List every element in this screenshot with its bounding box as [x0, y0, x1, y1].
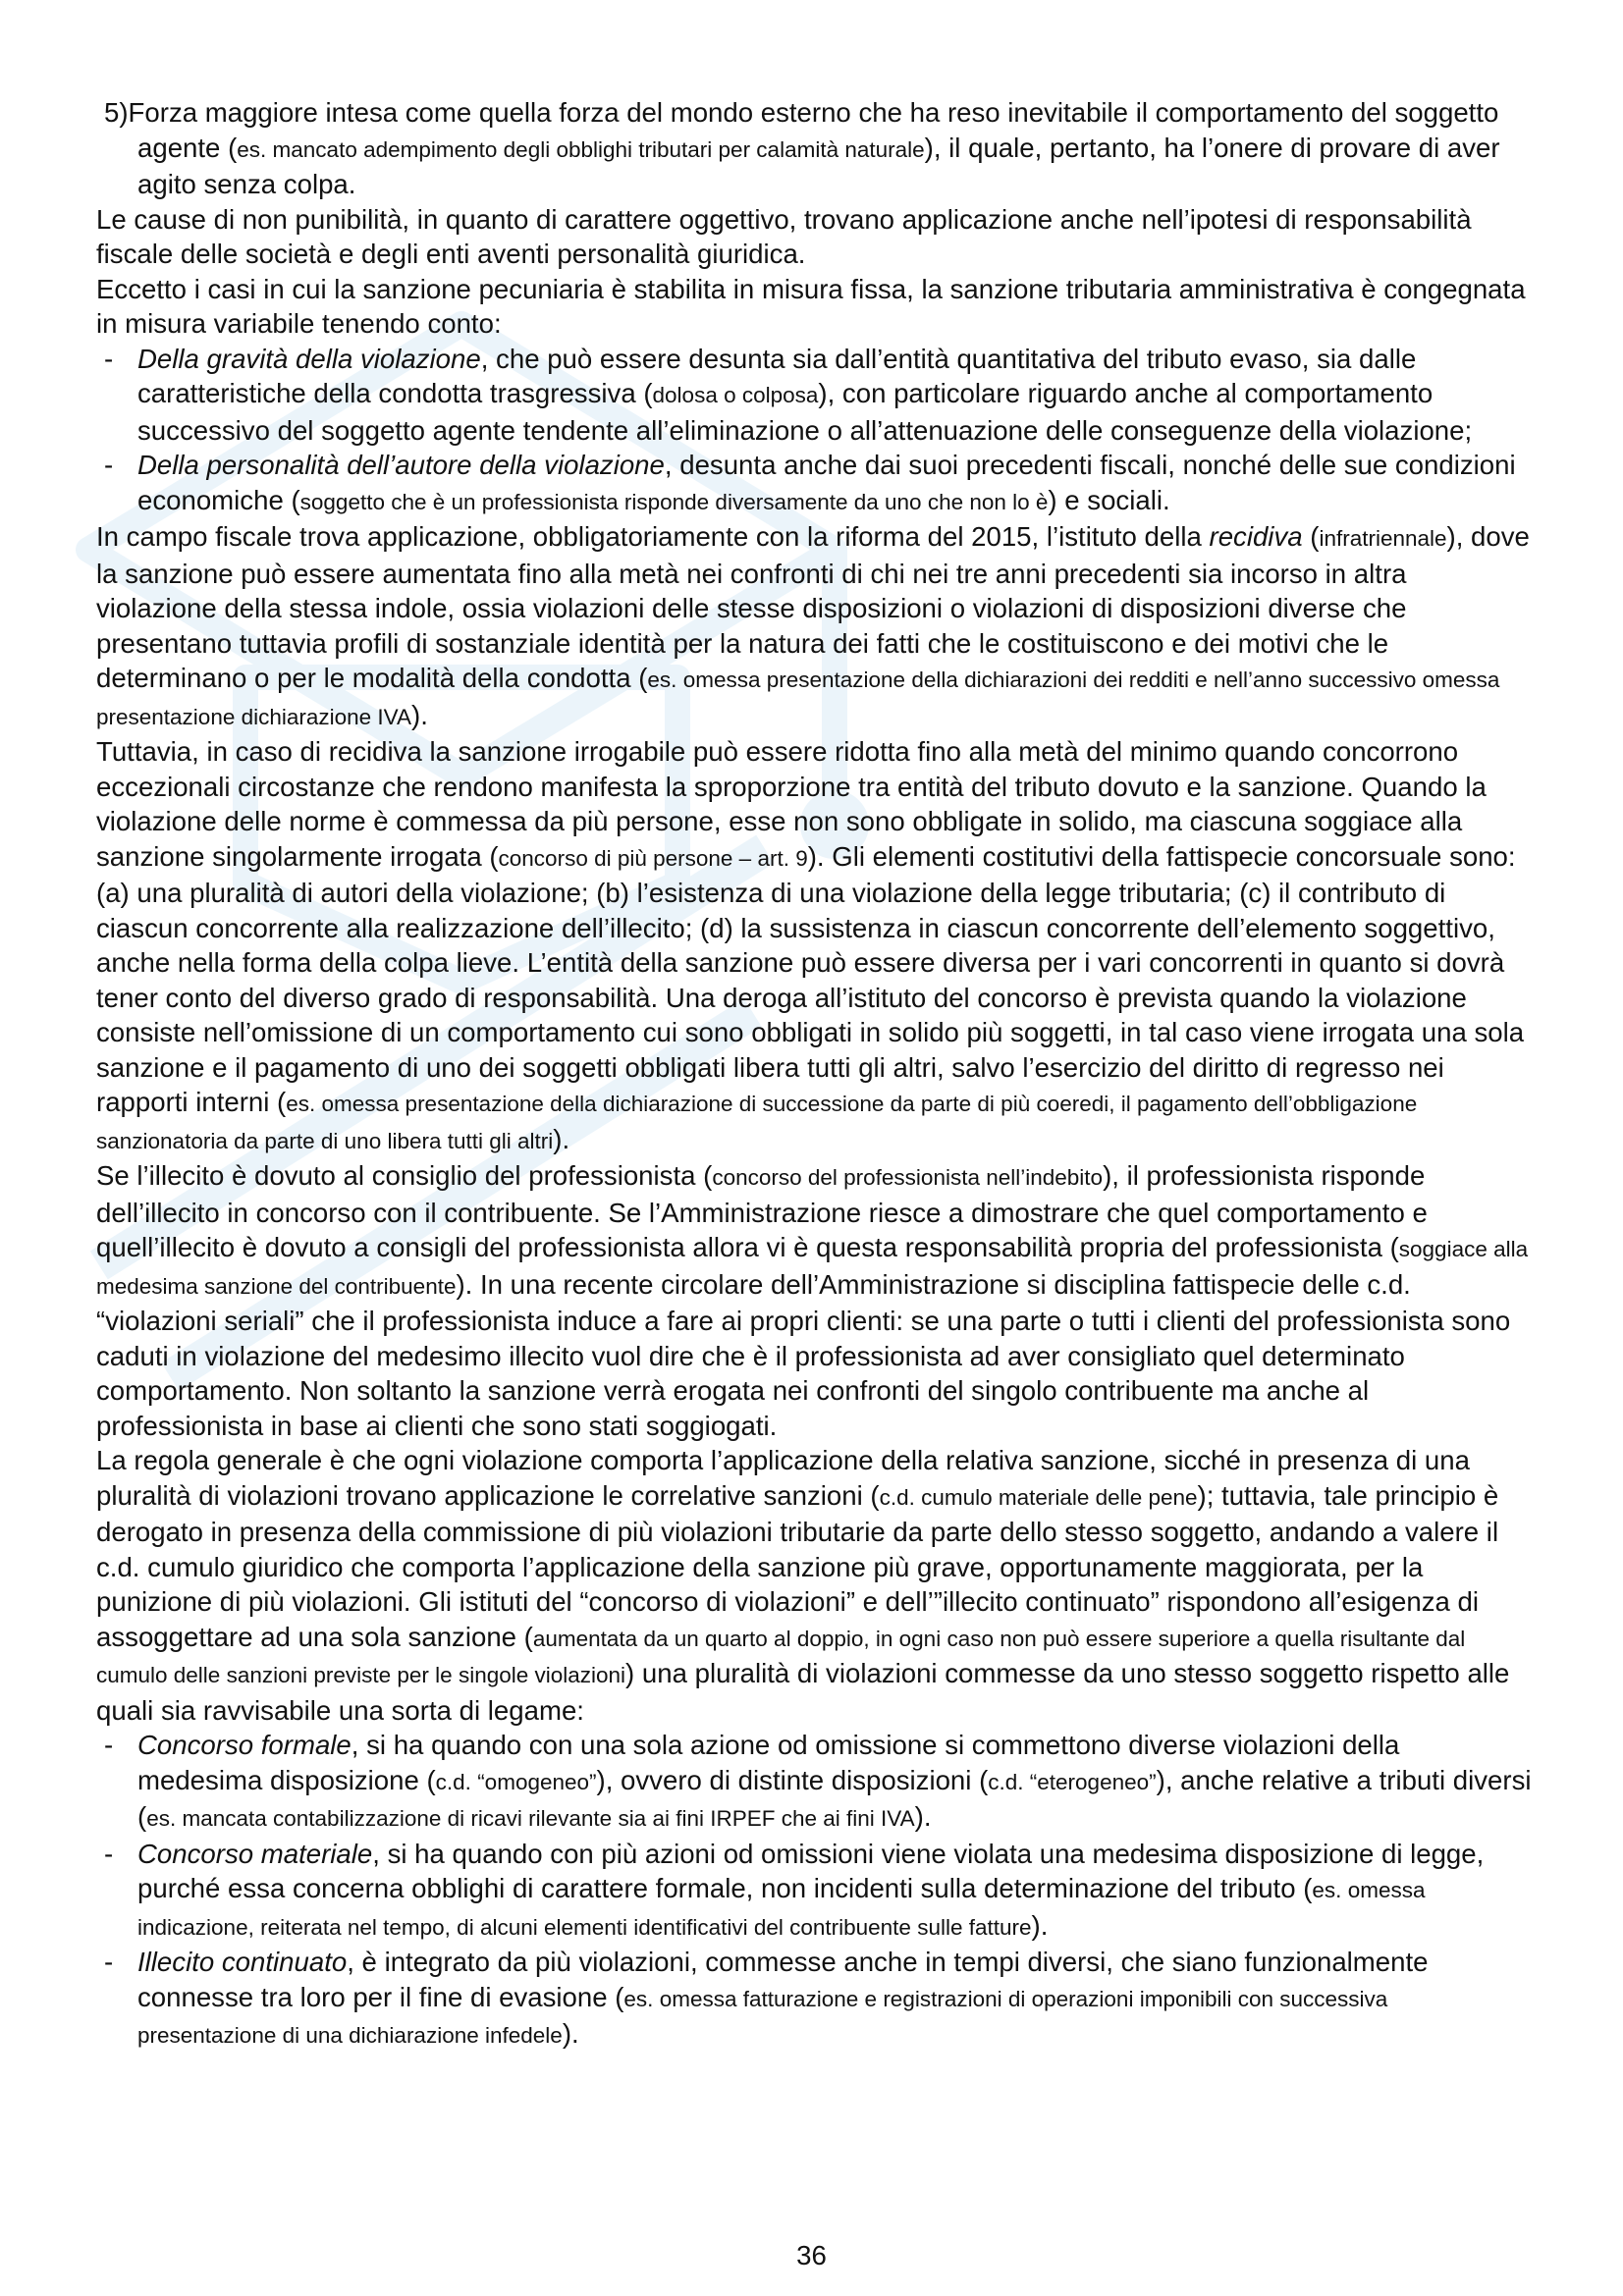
- page-number: 36: [796, 2240, 827, 2270]
- emphasis-text: Della gravità della violazione: [137, 343, 481, 374]
- example-note: es. omessa indicazione, reiterata nel tempo, di alcuni elementi identificativi del contribuente sulle fatture: [137, 1878, 1426, 1940]
- text-run: ); tuttavia, tale principio è derogato in presenza della commissione di più violazioni tributarie da parte dello stesso soggetto, andando a valere il c.d. cumulo giuridico che comporta l’applicazione della sanzione più grave, opportunamente maggiorata, per la punizione di più violazioni. Gli istituti del “concorso di violazioni” e dell’”illecito continuato” rispondono all’esigenza di assoggettare ad una sola sanzione (: [96, 1479, 1499, 1652]
- paragraph: [96, 1443, 1532, 1728]
- example-note: concorso del professionista nell’indebito: [712, 1165, 1104, 1190]
- text-run: , è integrato da più violazioni, commesse anche in tempi diversi, che siano funzionalmente connesse tra loro per il fine di evasione (: [137, 1947, 1429, 2012]
- text-run: In campo fiscale trova applicazione, obbligatoriamente con la riforma del 2015, l’istituto della: [96, 521, 1210, 552]
- list-marker: -: [104, 1730, 114, 1760]
- example-note: dolosa o colposa: [652, 383, 819, 407]
- text-run: ) e sociali.: [1048, 484, 1170, 515]
- emphasis-text: Illecito continuato: [137, 1947, 348, 1977]
- text-run: ), dove la sanzione può essere aumentata fino alla metà nei confronti di chi nei tre anni precedenti sia incorso in altra violazione della stessa indole, ossia violazioni delle stesse disposizioni o violazioni di disposizioni diverse che presentano tuttavia profili di sostanziale identità per la natura dei fatti che le costituiscono e dei motivi che le determinano o per le modalità della condotta (: [96, 521, 1530, 693]
- text-run: (: [1302, 521, 1320, 552]
- example-note: soggetto che è un professionista risponde diversamente da uno che non lo è: [299, 489, 1049, 514]
- list-marker: -: [104, 343, 114, 374]
- numbered-item: [96, 95, 1532, 202]
- text-run: ).: [562, 2018, 579, 2049]
- text-run: Eccetto i casi in cui la sanzione pecuniaria è stabilita in misura fissa, la sanzione tributaria amministrativa è congegnata in misura variabile tenendo conto:: [96, 273, 1526, 339]
- text-run: , desunta anche dai suoi precedenti fiscali, nonché delle sue condizioni economiche (: [137, 450, 1516, 515]
- text-run: La regola generale è che ogni violazione comporta l’applicazione della relativa sanzione, sicché in presenza di una pluralità di violazioni trovano applicazione le correlative sanzioni (: [96, 1445, 1470, 1511]
- text-run: ).: [1031, 1909, 1049, 1941]
- example-note: c.d. cumulo materiale delle pene: [879, 1484, 1198, 1510]
- text-run: ) una pluralità di violazioni commesse da uno stesso soggetto rispetto alle quali sia ravvisabile una sorta di legame:: [96, 1658, 1510, 1726]
- text-run: , si ha quando con una sola azione od omissione si commettono diverse violazioni della medesima disposizione (: [137, 1730, 1400, 1795]
- list-number: 5): [104, 97, 129, 128]
- example-note: aumentata da un quarto al doppio, in ogni caso non può essere superiore a quella risultante dal cumulo delle sanzioni previste per le singole violazioni: [96, 1626, 1466, 1687]
- text-run: , che può essere desunta sia dall’entità quantitativa del tributo evaso, sia dalle caratteristiche della condotta trasgressiva (: [137, 343, 1417, 408]
- paragraph: [96, 202, 1532, 272]
- list-marker: -: [104, 1838, 114, 1869]
- paragraph: [96, 272, 1532, 342]
- example-note: es. mancato adempimento degli obblighi tributari per calamità naturale: [237, 136, 925, 162]
- text-run: ).: [914, 1801, 932, 1832]
- example-note: c.d. “eterogeneo”: [988, 1769, 1157, 1794]
- paragraph: [96, 519, 1532, 734]
- text-run: ).: [411, 699, 428, 730]
- example-note: es. mancata contabilizzazione di ricavi rilevante sia ai fini IRPEF che ai fini IVA: [146, 1806, 915, 1831]
- text-run: ). In una recente circolare dell’Amministrazione si disciplina fattispecie delle c.d. “violazioni seriali” che il professionista induce a fare ai propri clienti: se una parte o tutti i clienti del professionista sono caduti in violazione del medesimo illecito vuol dire che è il professionista ad aver consigliato quel determinato comportamento. Non soltanto la sanzione verrà erogata nei confronti del singolo contribuente ma anche al professionista in base ai clienti che sono stati soggiogati.: [96, 1268, 1511, 1441]
- text-run: Le cause di non punibilità, in quanto di carattere oggettivo, trovano applicazione anche nell’ipotesi di responsabilità fiscale delle società e degli enti aventi personalità giuridica.: [96, 203, 1472, 269]
- example-note: es. omessa presentazione della dichiarazione di successione da parte di più coeredi, il pagamento dell’obbligazione sanzionatoria da parte di uno libera tutti gli altri: [96, 1092, 1418, 1153]
- list-item: [96, 448, 1532, 519]
- text-run: ). Gli elementi costitutivi della fattispecie concorsuale sono: (a) una pluralità di autori della violazione; (b) l’esistenza di una violazione della legge tributaria; (c) il contributo di ciascun concorrente alla realizzazione dell’illecito; (d) la sussistenza in ciascun concorrente dell’elemento soggettivo, anche nella forma della colpa lieve. L’entità della sanzione può essere diversa per i vari concorrenti in quanto si dovrà tener conto del diverso grado di responsabilità. Una deroga all’istituto del concorso è prevista quando la violazione consiste nell’omissione di un comportamento cui sono obbligati in solido più soggetti, in tal caso viene irrogata una sola sanzione e il pagamento di uno dei soggetti obbligati libera tutti gli altri, salvo l’esercizio del diritto di regresso nei rapporti interni (: [96, 840, 1525, 1117]
- text-run: ), anche relative a tributi diversi (: [137, 1764, 1532, 1832]
- page-content: [96, 95, 1532, 2054]
- list-item: [96, 342, 1532, 449]
- list-item: [96, 1945, 1532, 2054]
- list-item: [96, 1837, 1532, 1946]
- text-run: ), ovvero di distinte disposizioni (: [596, 1764, 989, 1795]
- emphasis-text: recidiva: [1209, 521, 1303, 552]
- text-run: ), il quale, pertanto, ha l’onere di provare di aver agito senza colpa.: [137, 132, 1500, 199]
- list-marker: -: [104, 450, 114, 480]
- emphasis-text: Concorso materiale: [137, 1838, 373, 1869]
- example-note: es. omessa presentazione della dichiarazioni dei redditi e nell’anno successivo omessa presentazione dichiarazione IVA: [96, 667, 1500, 729]
- example-note: es. omessa fatturazione e registrazioni di operazioni imponibili con successiva presentazione di una dichiarazione infedele: [137, 1986, 1388, 2048]
- emphasis-text: Della personalità dell’autore della violazione: [137, 450, 665, 480]
- text-run: Tuttavia, in caso di recidiva la sanzione irrogabile può essere ridotta fino alla metà del minimo quando concorrono eccezionali circostanze che rendono manifesta la sproporzione tra entità del tributo dovuto e la sanzione. Quando la violazione delle norme è commessa da più persone, esse non sono obbligate in solido, ma ciascuna soggiace alla sanzione singolarmente irrogata (: [96, 736, 1487, 872]
- example-note: c.d. “omogeneo”: [435, 1769, 597, 1794]
- text-run: Forza maggiore intesa come quella forza del mondo esterno che ha reso inevitabile il comportamento del soggetto agente (: [128, 97, 1499, 163]
- example-note: soggiace alla medesima sanzione del contribuente: [96, 1237, 1529, 1299]
- example-note: concorso di più persone – art. 9: [498, 845, 808, 871]
- list-item: [96, 1728, 1532, 1837]
- list-marker: -: [104, 1947, 114, 1977]
- text-run: , si ha quando con più azioni od omissioni viene violata una medesima disposizione di legge, purché essa concerna obblighi di carattere formale, non incidenti sulla determinazione del tributo (: [137, 1838, 1485, 1903]
- text-run: ), con particolare riguardo anche al comportamento successivo del soggetto agente tendente all’eliminazione o all’attenuazione delle conseguenze della violazione;: [137, 378, 1473, 446]
- text-run: ).: [553, 1123, 570, 1154]
- paragraph: [96, 1158, 1532, 1443]
- emphasis-text: Concorso formale: [137, 1730, 352, 1760]
- text-run: Se l’illecito è dovuto al consiglio del professionista (: [96, 1160, 713, 1191]
- text-run: ), il professionista risponde dell’illecito in concorso con il contribuente. Se l’Amministrazione riesce a dimostrare che quel comportamento e quell’illecito è dovuto a consigli del professionista allora vi è questa responsabilità propria del professionista (: [96, 1160, 1428, 1262]
- example-note: infratriennale: [1319, 526, 1447, 551]
- paragraph: [96, 734, 1532, 1158]
